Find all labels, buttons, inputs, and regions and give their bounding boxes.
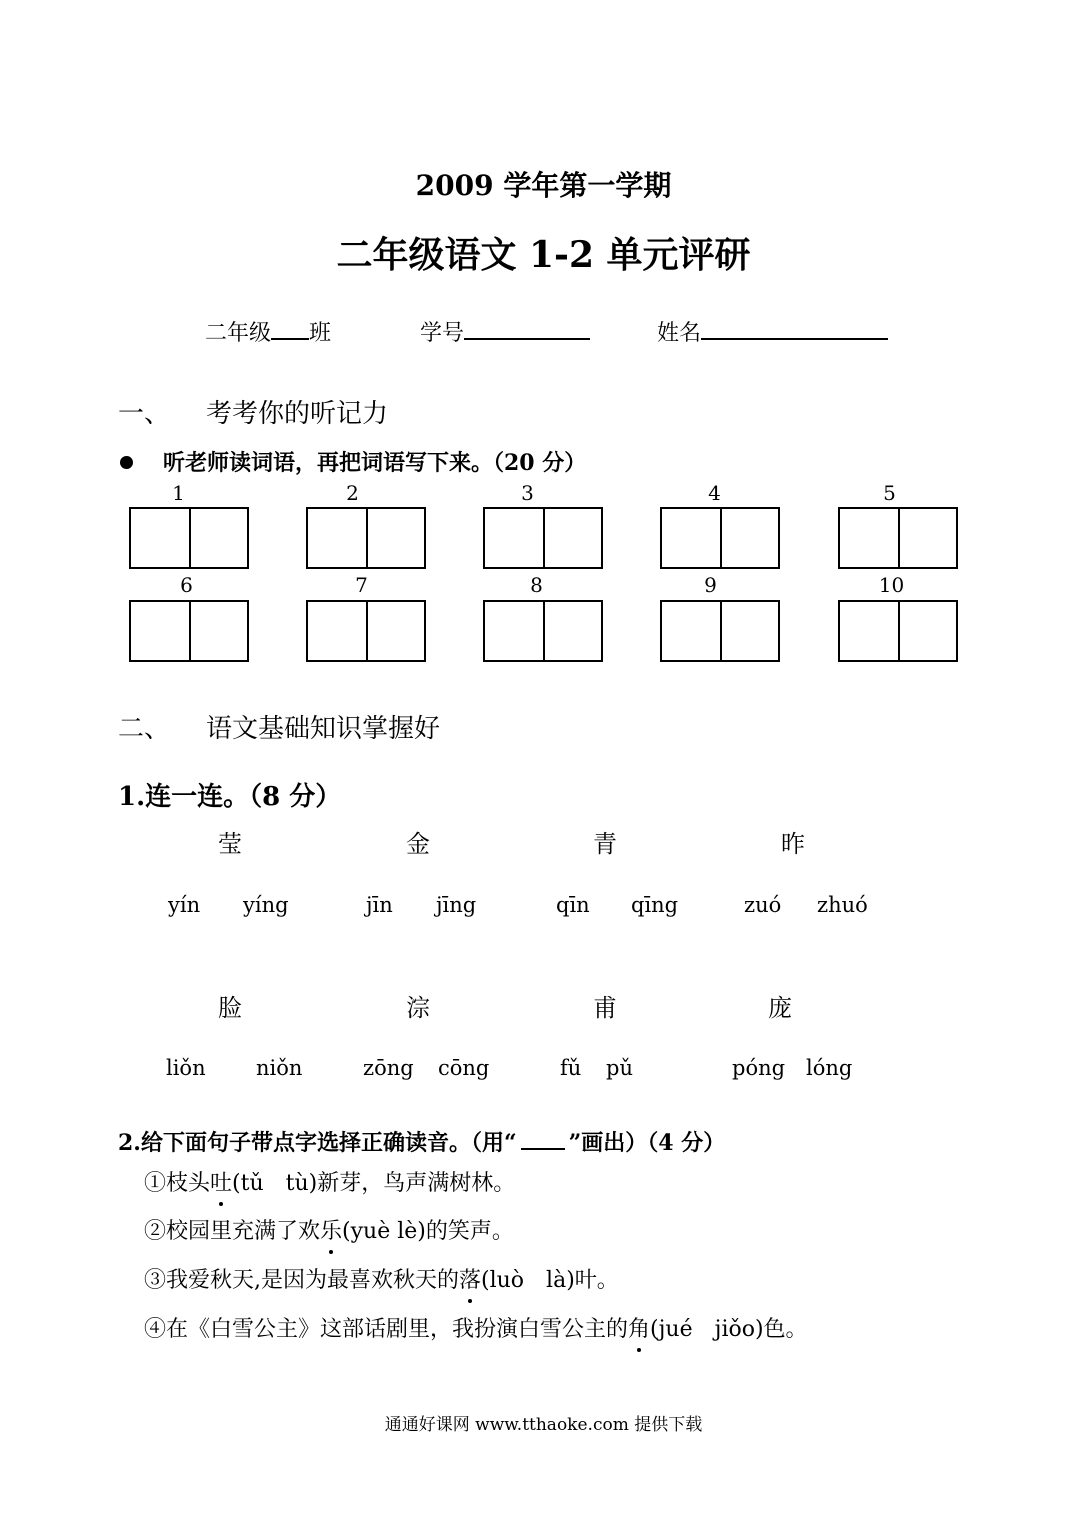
name-field [657, 316, 888, 347]
pinyin-option[interactable]: fǔ [560, 1056, 582, 1080]
answer-box-7[interactable] [306, 600, 426, 662]
answer-box-10[interactable] [838, 600, 958, 662]
box-number: 2 [346, 481, 359, 505]
sentence-options[interactable]: (jué jiǒo)色。 [650, 1317, 808, 1342]
sentence-3 [144, 1263, 619, 1294]
sentence-2 [144, 1214, 514, 1245]
answer-box-9[interactable] [660, 600, 780, 662]
dotted-char: 乐 [320, 1214, 342, 1245]
year-term-heading: 2009 学年第一学期 [415, 169, 672, 202]
answer-box-8[interactable] [483, 600, 603, 662]
question-2-title-start: 2.给下面句子带点字选择正确读音。（用“ [118, 1130, 517, 1156]
bullet-icon [120, 456, 133, 469]
sentence-text: ①枝头 [144, 1171, 211, 1196]
pinyin-option[interactable]: yíng [243, 893, 289, 917]
section-2-number: 二、 [118, 714, 171, 744]
pinyin-option[interactable]: zhuó [817, 893, 868, 917]
name-blank[interactable] [701, 316, 888, 340]
student-no-blank[interactable] [464, 316, 590, 340]
name-label: 姓名 [657, 321, 702, 346]
section-1-heading [118, 393, 388, 430]
dotted-char: 角 [628, 1312, 650, 1343]
question-2-title [118, 1126, 725, 1157]
hanzi-item[interactable]: 昨 [781, 830, 805, 858]
hanzi-item[interactable]: 脸 [218, 994, 242, 1022]
question-1-title: 1.连一连。（8 分） [118, 782, 342, 812]
pinyin-option[interactable]: qīn [556, 893, 590, 917]
pinyin-option[interactable]: jīng [436, 893, 477, 917]
answer-box-2[interactable] [306, 507, 426, 569]
sentence-options[interactable]: (yuè lè)的笑声。 [342, 1219, 514, 1244]
section-1-number: 一、 [118, 399, 171, 429]
dotted-char: 吐 [210, 1166, 232, 1197]
hanzi-item[interactable]: 甫 [593, 994, 617, 1022]
hanzi-item[interactable]: 金 [406, 830, 430, 858]
section-1-instruction [120, 446, 586, 477]
box-number: 9 [704, 573, 717, 597]
answer-box-5[interactable] [838, 507, 958, 569]
section-2-heading [118, 708, 440, 745]
pinyin-option[interactable]: lóng [806, 1056, 853, 1080]
instruction-text: 听老师读词语，再把词语写下来。（20 分） [163, 450, 587, 476]
hanzi-item[interactable]: 青 [593, 830, 617, 858]
page-footer: 通通好课网 www.tthaoke.com 提供下载 [384, 1415, 703, 1435]
page-title: 二年级语文 1-2 单元评研 [336, 234, 751, 276]
hanzi-item[interactable]: 庞 [768, 994, 792, 1022]
box-number: 3 [521, 481, 534, 505]
hanzi-item[interactable]: 莹 [218, 830, 242, 858]
sentence-options[interactable]: (tǔ tù)新芽，鸟声满树林。 [232, 1171, 516, 1196]
box-number: 4 [708, 481, 721, 505]
pinyin-option[interactable]: zōng [363, 1056, 414, 1080]
pinyin-option[interactable]: qīng [631, 893, 679, 917]
section-2-title: 语文基础知识掌握好 [206, 714, 441, 744]
student-no-label: 学号 [420, 321, 465, 346]
sentence-options[interactable]: (luò là)叶。 [481, 1268, 619, 1293]
sentence-4 [144, 1312, 808, 1343]
pinyin-option[interactable]: liǒn [166, 1056, 206, 1080]
dotted-char: 落 [459, 1263, 481, 1294]
grade-class-field [205, 316, 331, 347]
pinyin-option[interactable]: zuó [744, 893, 782, 917]
question-2-title-end: ”画出）（4 分） [568, 1130, 726, 1156]
answer-box-1[interactable] [129, 507, 249, 569]
answer-box-6[interactable] [129, 600, 249, 662]
sentence-1 [144, 1166, 515, 1197]
class-label: 班 [309, 321, 332, 346]
box-number: 7 [355, 573, 368, 597]
pinyin-option[interactable]: jīn [366, 893, 393, 917]
hanzi-item[interactable]: 淙 [406, 994, 430, 1022]
grade-label: 二年级 [205, 321, 272, 346]
pinyin-option[interactable]: niǒn [256, 1056, 303, 1080]
box-number: 6 [180, 573, 193, 597]
pinyin-option[interactable]: póng [732, 1056, 786, 1080]
box-number: 1 [172, 481, 185, 505]
sentence-text: ②校园里充满了欢 [144, 1219, 321, 1244]
answer-box-4[interactable] [660, 507, 780, 569]
box-number: 5 [883, 481, 896, 505]
sentence-text: ④在《白雪公主》这部话剧里，我扮演白雪公主的 [144, 1317, 629, 1342]
pinyin-option[interactable]: yín [168, 893, 201, 917]
box-number: 8 [530, 573, 543, 597]
student-no-field [420, 316, 590, 347]
box-number: 10 [878, 573, 905, 597]
pinyin-option[interactable]: pǔ [606, 1056, 633, 1080]
underline-sample [521, 1130, 565, 1150]
answer-box-3[interactable] [483, 507, 603, 569]
section-1-title: 考考你的听记力 [206, 399, 389, 429]
pinyin-option[interactable]: cōng [438, 1056, 490, 1080]
class-blank[interactable] [271, 316, 309, 340]
sentence-text: ③我爱秋天,是因为最喜欢秋天的 [144, 1268, 459, 1293]
